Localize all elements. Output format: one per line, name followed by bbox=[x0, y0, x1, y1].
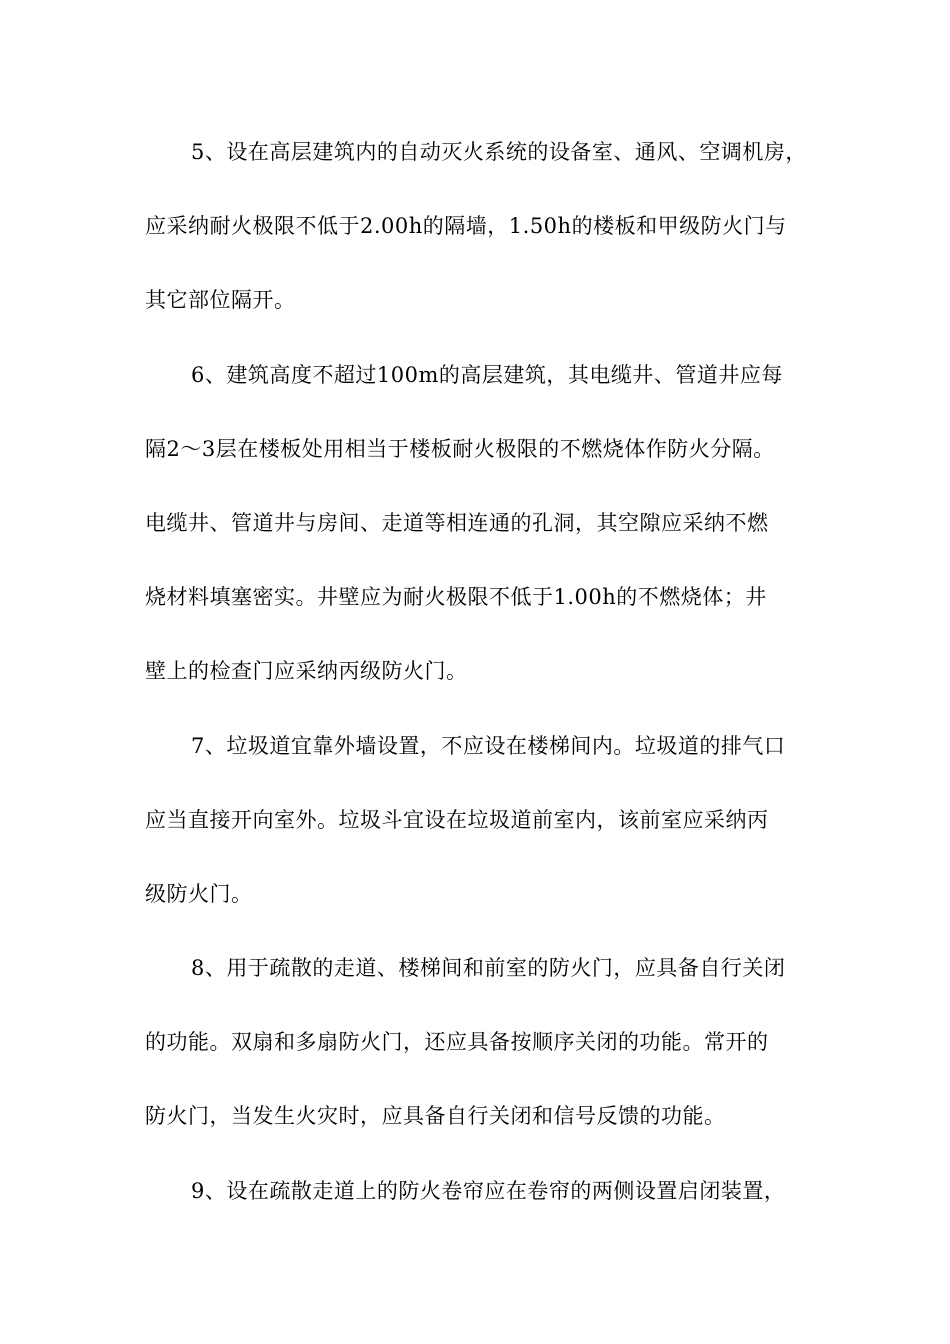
text-line: 壁上的检查门应采纳丙级防火门。 bbox=[145, 659, 468, 684]
text-line: 其它部位隔开。 bbox=[145, 288, 296, 313]
text-line: 5、设在高层建筑内的自动灭火系统的设备室、通风、空调机房， bbox=[191, 140, 807, 164]
text-line: 级防火门。 bbox=[145, 881, 253, 906]
text-line: 9、设在疏散走道上的防火卷帘应在卷帘的两侧设置启闭装置， bbox=[191, 1178, 786, 1203]
text-line: 防火门，当发生火灾时，应具备自行关闭和信号反馈的功能。 bbox=[145, 1104, 726, 1129]
text-line: 7、垃圾道宜靠外墙设置，不应设在楼梯间内。垃圾道的排气口 bbox=[191, 733, 786, 758]
text-line: 电缆井、管道井与房间、走道等相连通的孔洞，其空隙应采纳不燃 bbox=[145, 510, 769, 535]
text-line: 烧材料填塞密实。井壁应为耐火极限不低于1.00h的不燃烧体；井 bbox=[145, 585, 767, 610]
text-line: 8、用于疏散的走道、楼梯间和前室的防火门，应具备自行关闭 bbox=[191, 956, 786, 981]
text-line: 隔2～3层在楼板处用相当于楼板耐火极限的不燃烧体作防火分隔。 bbox=[145, 436, 775, 461]
text-line: 应采纳耐火极限不低于2.00h的隔墙，1.50h的楼板和甲级防火门与 bbox=[145, 214, 787, 239]
text-line: 6、建筑高度不超过100m的高层建筑，其电缆井、管道井应每 bbox=[191, 362, 783, 387]
text-line: 应当直接开向室外。垃圾斗宜设在垃圾道前室内，该前室应采纳丙 bbox=[145, 807, 769, 832]
document-body bbox=[145, 132, 810, 1245]
text-line: 的功能。双扇和多扇防火门，还应具备按顺序关闭的功能。常开的 bbox=[145, 1030, 769, 1055]
